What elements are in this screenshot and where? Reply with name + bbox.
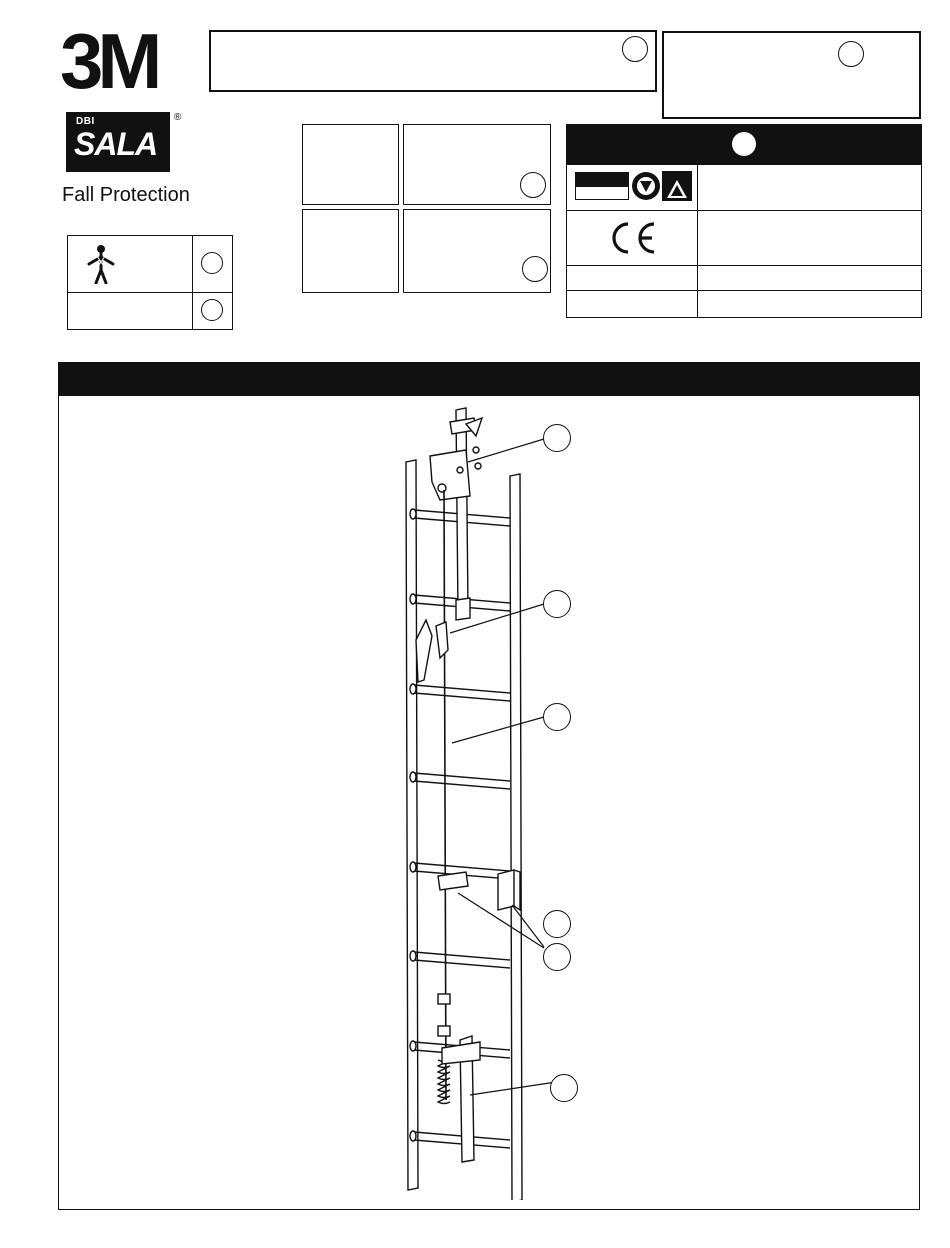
callout-circle: [201, 299, 223, 321]
callout-circle: [543, 424, 571, 452]
callout-circle: [520, 172, 546, 198]
certification-seal-icon: [631, 171, 661, 201]
dbi-sala-logo: [66, 112, 182, 172]
divider: [697, 164, 698, 318]
cert-label-box: [575, 172, 629, 200]
sala-label: SALA: [74, 126, 158, 162]
callout-circle: [543, 943, 571, 971]
part-number-box: [662, 31, 921, 119]
callout-circle: [732, 132, 756, 156]
callout-circle: [838, 41, 864, 67]
divider: [566, 290, 922, 291]
title-box: [209, 30, 657, 92]
registered-mark: ®: [174, 112, 182, 123]
harness-worker-icon: [84, 244, 118, 284]
callout-circle: [522, 256, 548, 282]
divider: [566, 265, 922, 266]
section-header-band: [58, 362, 920, 396]
callout-circle: [543, 590, 571, 618]
divider: [566, 210, 922, 211]
spec-box: [302, 124, 399, 205]
3m-logo-text: 3M: [60, 26, 157, 96]
callout-circle: [550, 1074, 578, 1102]
callout-leaders: [440, 430, 580, 1110]
callout-circle: [622, 36, 648, 62]
callout-circle: [543, 910, 571, 938]
ansi-rab-cert-icon: [662, 171, 692, 201]
divider: [68, 292, 232, 293]
dbi-label: DBI: [76, 116, 95, 127]
callout-circle: [201, 252, 223, 274]
spec-box: [302, 209, 399, 293]
brand-tagline: Fall Protection: [62, 184, 190, 206]
divider: [192, 236, 193, 329]
3m-logo: [58, 26, 188, 96]
callout-circle: [543, 703, 571, 731]
ce-mark-icon: [604, 218, 658, 258]
